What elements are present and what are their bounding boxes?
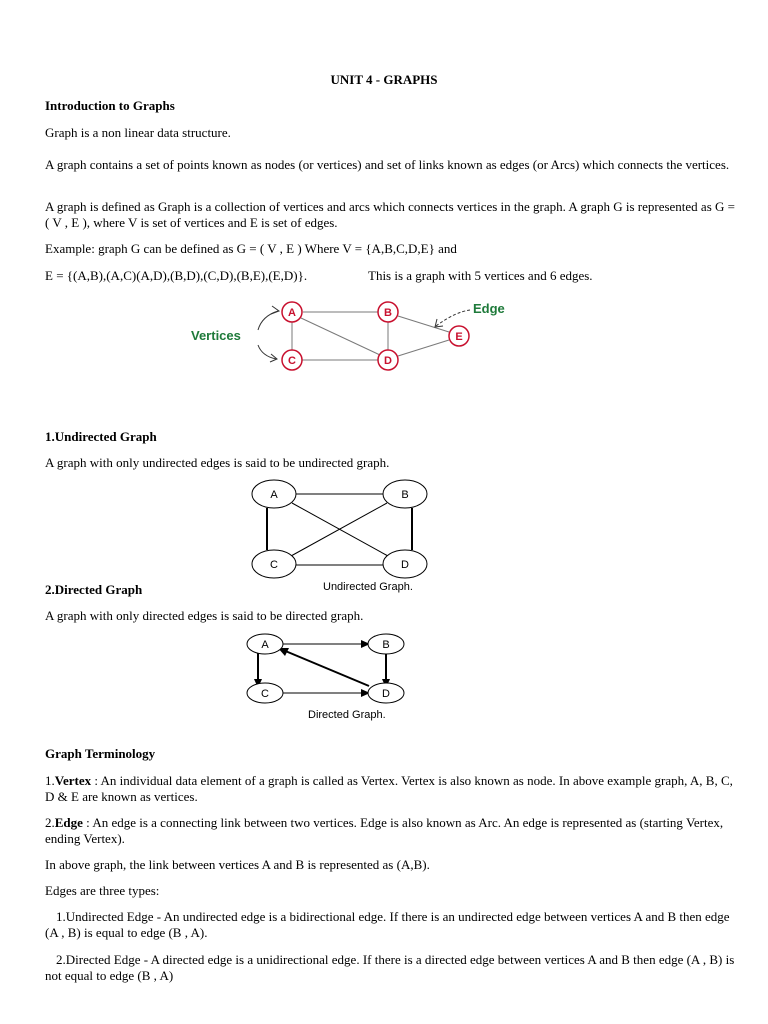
intro-paragraph-2: A graph contains a set of points known as nodes (or vertices) and set of links known as edges (or Arcs) which connects the vertices. <box>45 157 730 172</box>
undirected-description: A graph with only undirected edges is said to be undirected graph. <box>45 455 390 470</box>
edge-term: Edge <box>54 815 83 830</box>
dg-label-a: A <box>261 639 269 651</box>
ug-label-b: B <box>401 489 409 501</box>
node-label-c: C <box>288 355 296 367</box>
vertices-label: Vertices <box>191 328 241 343</box>
ug-label-c: C <box>270 559 278 571</box>
intro-paragraph-3: A graph is defined as Graph is a collection of vertices and arcs which connects vertices in the graph. A graph G is represented as G = ( V , E ), where V is set of vertices and E is set of edges. <box>45 199 735 230</box>
intro-paragraph-1: Graph is a non linear data structure. <box>45 125 231 140</box>
vertex-definition <box>45 773 735 805</box>
directed-heading: 2.Directed Graph <box>45 582 143 597</box>
node-label-b: B <box>384 307 392 319</box>
node-label-d: D <box>384 355 392 367</box>
directed-edge-definition: 2.Directed Edge - A directed edge is a unidirectional edge. If there is a directed edge between vertices A and B then edge (A , B) is not equal to edge (B , A) <box>45 952 735 983</box>
page-title: UNIT 4 - GRAPHS <box>330 72 438 87</box>
dg-label-c: C <box>261 688 269 700</box>
undirected-caption: Undirected Graph. <box>323 581 413 593</box>
edge-text: : An edge is a connecting link between two vertices. Edge is also known as Arc. An edge is represented as (starting Vertex, ending Vertex). <box>45 815 724 846</box>
node-label-a: A <box>288 307 296 319</box>
dg-label-b: B <box>382 639 390 651</box>
vertex-text: : An individual data element of a graph is called as Vertex. Vertex is also known as node. In above example graph, A, B, C, D & E are known as vertices. <box>45 773 733 804</box>
intro-heading: Introduction to Graphs <box>45 98 175 113</box>
directed-caption: Directed Graph. <box>308 709 386 721</box>
node-label-e: E <box>455 331 463 343</box>
vertex-number: 1. <box>45 773 55 788</box>
vertex-count-text: This is a graph with 5 vertices and 6 edges. <box>368 268 593 283</box>
intro-paragraph-4: Example: graph G can be defined as G = ( V , E ) Where V = {A,B,C,D,E} and <box>45 241 457 256</box>
edge-set-text: E = {(A,B),(A,C)(A,D),(B,D),(C,D),(B,E),(E,D)}. <box>45 268 308 283</box>
ug-label-d: D <box>401 559 409 571</box>
dg-edge-d-a <box>283 650 369 686</box>
link-example-text: In above graph, the link between vertices A and B is represented as (A,B). <box>45 857 430 872</box>
directed-description: A graph with only directed edges is said to be directed graph. <box>45 608 364 623</box>
edge-label: Edge <box>473 301 505 316</box>
ug-label-a: A <box>270 489 278 501</box>
vertex-term: Vertex <box>54 773 92 788</box>
edge-types-intro: Edges are three types: <box>45 883 160 898</box>
dg-label-d: D <box>382 688 390 700</box>
undirected-edge-definition: 1.Undirected Edge - An undirected edge is a bidirectional edge. If there is an undirected edge between vertices A and B then edge (A , B) is equal to edge (B , A). <box>45 909 730 940</box>
edge-number: 2. <box>45 815 55 830</box>
terminology-heading: Graph Terminology <box>45 746 156 761</box>
edge-definition <box>45 815 735 847</box>
undirected-heading: 1.Undirected Graph <box>45 429 157 444</box>
